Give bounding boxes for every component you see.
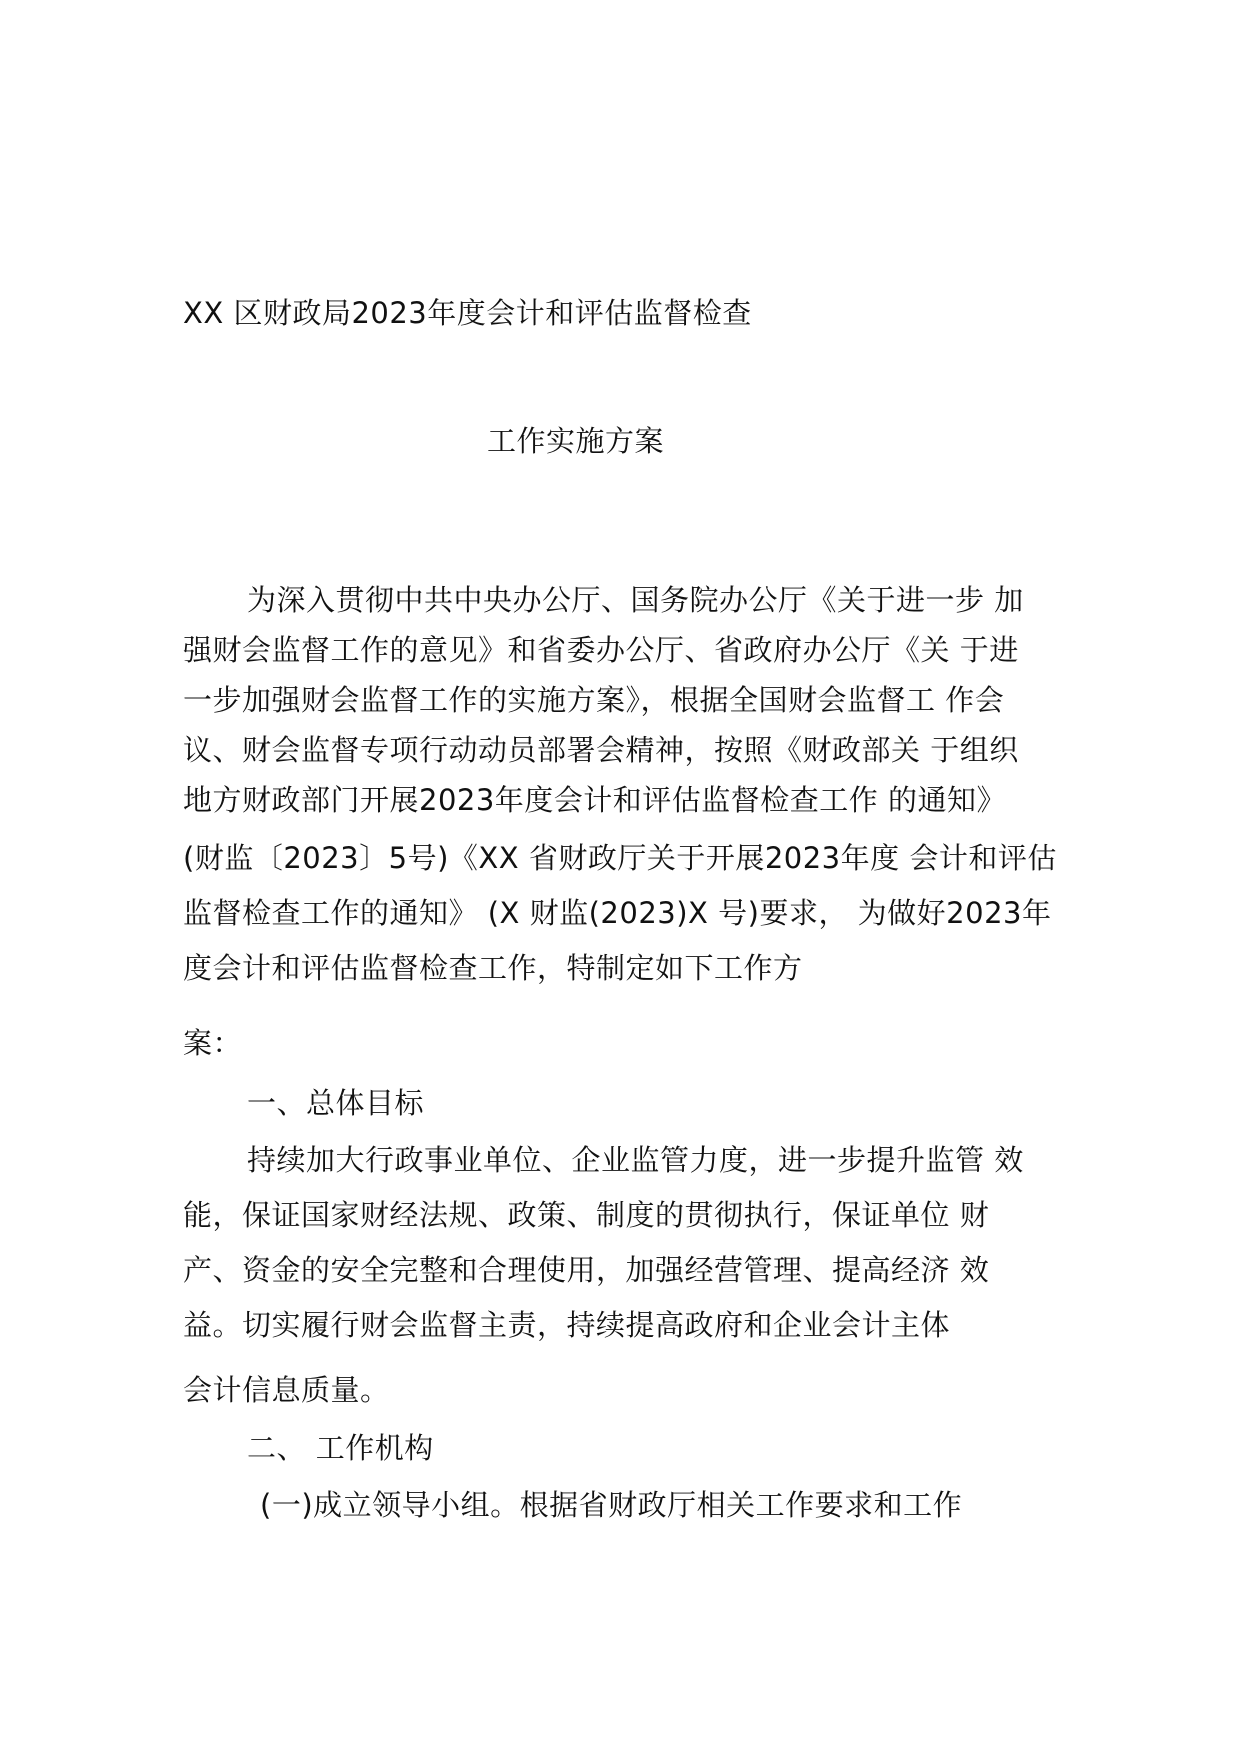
section-1-line: 益。切实履行财会监督主责，持续提高政府和企业会计主体 bbox=[183, 1308, 951, 1342]
intro-line: 案： bbox=[183, 1026, 243, 1060]
intro-line: (财监〔2023〕5号)《XX 省财政厅关于开展2023年度 会计和评估 bbox=[183, 841, 1057, 875]
document-title-line-1: XX 区财政局2023年度会计和评估监督检查 bbox=[183, 296, 752, 330]
section-1-line: 持续加大行政事业单位、企业监管力度，进一步提升监管 效 bbox=[247, 1143, 1024, 1177]
intro-line: 一步加强财会监督工作的实施方案》，根据全国财会监督工 作会 bbox=[183, 683, 1005, 717]
section-1-line: 能，保证国家财经法规、政策、制度的贯彻执行，保证单位 财 bbox=[183, 1198, 990, 1232]
section-2-line: (一)成立领导小组。根据省财政厅相关工作要求和工作 bbox=[260, 1488, 963, 1522]
intro-line: 议、财会监督专项行动动员部署会精神，按照《财政部关 于组织 bbox=[183, 733, 1019, 767]
intro-line: 为深入贯彻中共中央办公厅、国务院办公厅《关于进一步 加 bbox=[247, 583, 1024, 617]
intro-line: 度会计和评估监督检查工作，特制定如下工作方 bbox=[183, 951, 803, 985]
section-2-heading: 二、 工作机构 bbox=[247, 1431, 434, 1465]
section-1-heading: 一、总体目标 bbox=[247, 1086, 425, 1120]
section-1-line: 会计信息质量。 bbox=[183, 1373, 390, 1407]
document-title-line-2: 工作实施方案 bbox=[487, 424, 665, 458]
intro-line: 强财会监督工作的意见》和省委办公厅、省政府办公厅《关 于进 bbox=[183, 633, 1019, 667]
intro-line: 监督检查工作的通知》 (X 财监(2023)X 号)要求， 为做好2023年 bbox=[183, 896, 1052, 930]
intro-line: 地方财政部门开展2023年度会计和评估监督检查工作 的通知》 bbox=[183, 783, 1007, 817]
section-1-line: 产、资金的安全完整和合理使用，加强经营管理、提高经济 效 bbox=[183, 1253, 990, 1287]
